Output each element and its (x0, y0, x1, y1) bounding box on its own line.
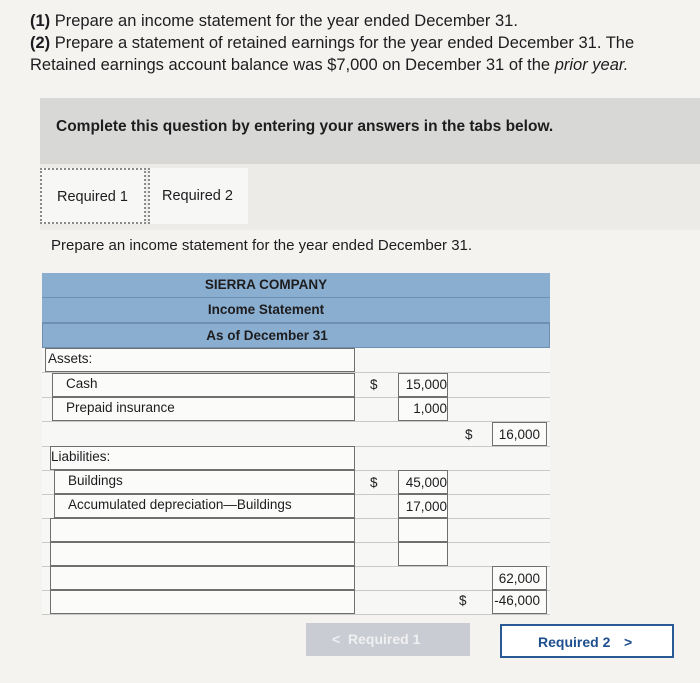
previous-tab-button[interactable] (306, 623, 470, 656)
empty-label-field-2[interactable] (50, 542, 355, 566)
statement-title: Income Statement (207, 302, 325, 317)
next-tab-button[interactable] (500, 624, 674, 658)
chevron-right-icon: > (624, 634, 633, 650)
subtotal-label-field[interactable] (50, 566, 355, 590)
next-tab-label: Required 2 (538, 634, 611, 650)
prior-year-text: prior year. (554, 56, 629, 74)
date-header (42, 323, 550, 348)
final-label-field[interactable] (50, 590, 355, 614)
assets-total-dollar-sign: $ (465, 427, 473, 442)
tab-required-2[interactable] (148, 168, 248, 224)
final-dollar-sign: $ (459, 593, 467, 608)
final-amount: -46,000 (494, 593, 540, 608)
accum-dep-label: Accumulated depreciation—Buildings (68, 497, 292, 512)
subtotal-amount: 62,000 (498, 571, 540, 586)
company-name: SIERRA COMPANY (204, 277, 328, 292)
part2-text: Prepare a statement of retained earnings for the year ended December 31. The (50, 34, 635, 52)
part2-text-cont: Retained earnings account balance was $7,000 on December 31 of the (30, 56, 555, 74)
tab-required-1[interactable] (40, 168, 146, 224)
part1-number: (1) (30, 12, 51, 30)
statement-date: As of December 31 (206, 328, 328, 343)
buildings-label: Buildings (68, 473, 123, 488)
prepaid-amount: 1,000 (413, 401, 447, 416)
prompt-text: Prepare an income statement for the year ended December 31. (51, 237, 473, 254)
company-header (42, 273, 550, 298)
empty-amount-field-1[interactable] (398, 518, 448, 542)
question-text (30, 10, 690, 76)
assets-label: Assets: (48, 351, 93, 366)
cash-label: Cash (66, 376, 98, 391)
liabilities-label: Liabilities: (51, 449, 111, 464)
assets-total: 16,000 (498, 427, 540, 442)
previous-tab-label: Required 1 (348, 631, 421, 647)
buildings-dollar-sign: $ (370, 475, 378, 490)
tab-required-1-label: Required 1 (57, 189, 128, 205)
empty-label-field-1[interactable] (50, 518, 355, 542)
part1-text: Prepare an income statement for the year ended December 31. (50, 12, 518, 30)
cash-dollar-sign: $ (370, 377, 378, 392)
part2-number: (2) (30, 34, 51, 52)
buildings-amount: 45,000 (405, 475, 447, 490)
tab-required-2-label: Required 2 (162, 188, 233, 204)
income-statement-table (42, 273, 550, 615)
accum-dep-amount: 17,000 (405, 499, 447, 514)
instruction-text: Complete this question by entering your answers in the tabs below. (56, 118, 554, 135)
statement-title-header (42, 298, 550, 323)
cash-amount: 15,000 (405, 377, 447, 392)
chevron-left-icon: < (332, 631, 341, 647)
empty-amount-field-2[interactable] (398, 542, 448, 566)
prepaid-label: Prepaid insurance (66, 400, 175, 415)
